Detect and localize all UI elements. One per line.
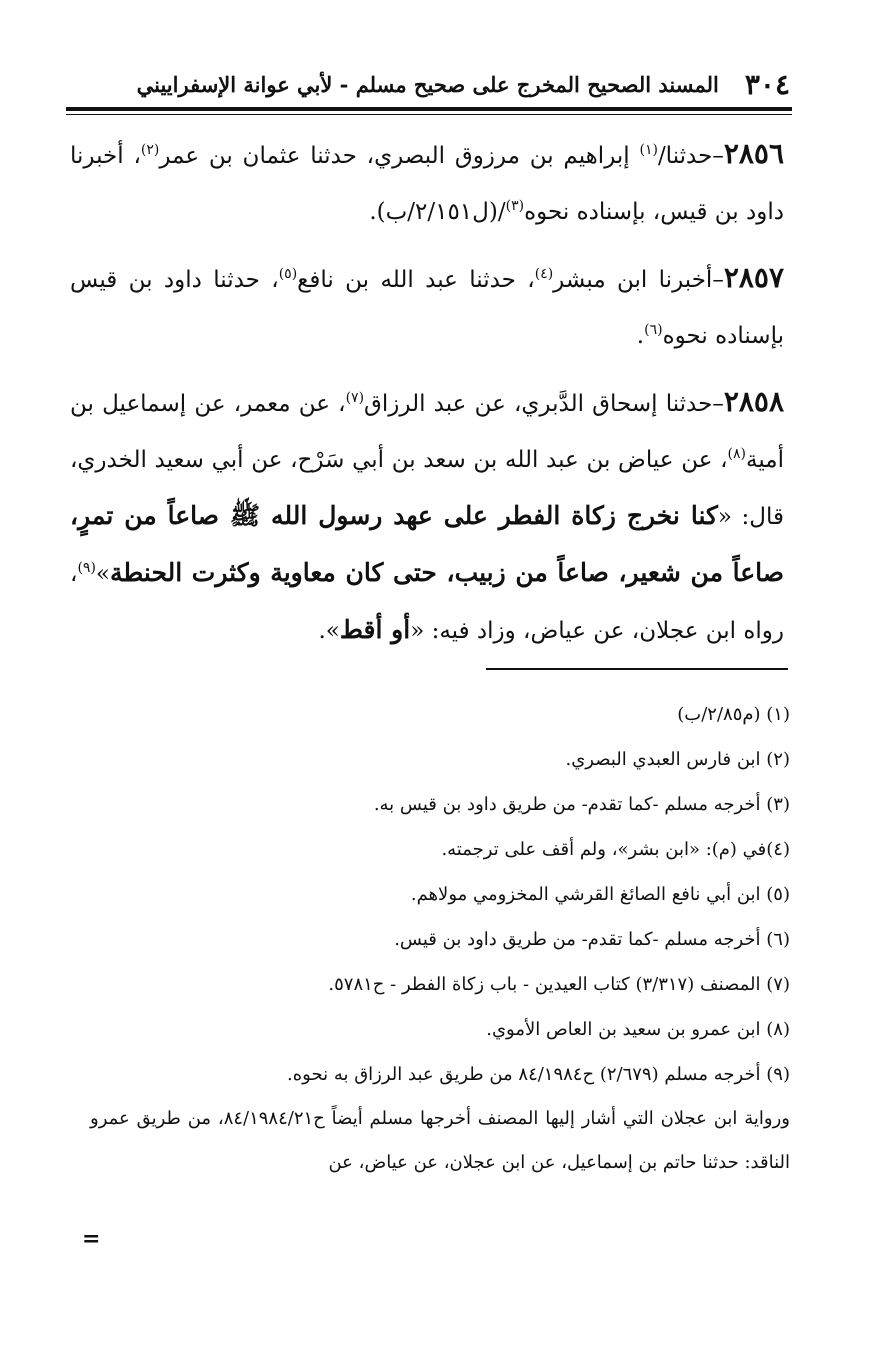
text-run: ، رواه ابن عجلان، عن عياض، وزاد فيه: « bbox=[70, 561, 784, 644]
running-title: المسند الصحيح المخرج على صحيح مسلم - لأبي عوانة الإسفراييني bbox=[136, 71, 719, 97]
hadith-text bbox=[70, 143, 784, 225]
text-run: ، حدثنا داود بن قيس بإسناده نحوه bbox=[70, 267, 784, 349]
header-rule-thin bbox=[66, 114, 792, 115]
continuation-mark: = bbox=[82, 1226, 101, 1252]
footnote-continuation: ورواية ابن عجلان التي أشار إليها المصنف أخرجها مسلم أيضاً ح٨٤/١٩٨٤/٢١، من طريق عمرو الناقد: حدثنا حاتم بن إسماعيل، عن ابن عجلان، عن عياض، عن bbox=[90, 1108, 790, 1173]
footnote-ref: (٩) bbox=[77, 560, 96, 576]
text-run: ، حدثنا عبد الله بن نافع bbox=[297, 267, 535, 293]
text-run: –حدثنا/ bbox=[657, 143, 724, 169]
header-rule-thick bbox=[66, 107, 792, 111]
page-header bbox=[70, 62, 790, 106]
hadith-paragraph bbox=[70, 126, 784, 240]
footnote: (٧) المصنف (٣/٣١٧) كتاب العيدين - باب زكاة الفطر - ح٥٧٨١. bbox=[328, 974, 790, 995]
hadith-text bbox=[70, 391, 784, 644]
footnote-ref: (٢) bbox=[140, 142, 160, 158]
quoted-hadith-text: أو أقط bbox=[339, 615, 411, 644]
text-run: ، عن عياض بن عبد الله بن سعد بن أبي سَرْح، عن أبي سعيد الخدري، قال: « bbox=[70, 447, 784, 530]
main-text bbox=[70, 126, 784, 669]
footnote-ref: (٨) bbox=[727, 446, 747, 462]
footnote-separator bbox=[486, 668, 788, 670]
footnote-ref: (١) bbox=[639, 142, 658, 158]
text-run: –أخبرنا ابن مبشر bbox=[553, 267, 724, 293]
footnote-ref: (٧) bbox=[345, 390, 365, 406]
footnote-ref: (٣) bbox=[505, 198, 525, 214]
footnote: (١) (م٢/٨٥/ب) bbox=[677, 704, 790, 725]
footnote: (٦) أخرجه مسلم -كما تقدم- من طريق داود بن قيس. bbox=[394, 929, 790, 950]
hadith-paragraph bbox=[70, 250, 784, 364]
text-run: إبراهيم بن مرزوق البصري، حدثنا عثمان بن عمر bbox=[159, 143, 640, 169]
hadith-text bbox=[70, 267, 784, 349]
text-run: –حدثنا إسحاق الدَّبري، عن عبد الرزاق bbox=[364, 391, 724, 417]
footnote: (٤)في (م): «ابن بشر»، ولم أقف على ترجمته. bbox=[441, 839, 790, 860]
footnote-ref: (٤) bbox=[534, 266, 554, 282]
text-run: ، أخبرنا داود بن قيس، بإسناده نحوه bbox=[70, 143, 784, 225]
hadith-number: ٢٨٥٧ bbox=[723, 261, 784, 294]
text-run: ، عن معمر، عن إسماعيل بن أمية bbox=[70, 391, 784, 473]
footnote: (٨) ابن عمرو بن سعيد بن العاص الأموي. bbox=[486, 1019, 790, 1040]
hadith-number: ٢٨٥٨ bbox=[723, 385, 784, 418]
text-run: /(ل٢/١٥١/ب). bbox=[369, 199, 506, 225]
text-run: » bbox=[95, 561, 110, 587]
page-number: ٣٠٤ bbox=[744, 67, 790, 101]
footnote: (٣) أخرجه مسلم -كما تقدم- من طريق داود بن قيس به. bbox=[373, 794, 790, 815]
footnote: (٩) أخرجه مسلم (٢/٦٧٩) ح٨٤/١٩٨٤ من طريق عبد الرزاق به نحوه. bbox=[287, 1064, 790, 1085]
quoted-hadith-text: كنا نخرج زكاة الفطر على عهد رسول الله ﷺ صاعاً من تمرٍ، صاعاً من شعير، صاعاً من زبيب، حتى كان معاوية وكثرت الحنطة bbox=[70, 501, 784, 587]
hadith-number: ٢٨٥٦ bbox=[723, 137, 784, 170]
footnote: (٥) ابن أبي نافع الصائغ القرشي المخزومي مولاهم. bbox=[410, 884, 790, 905]
text-run: ». bbox=[318, 618, 340, 644]
footnotes bbox=[90, 692, 790, 1185]
footnote-ref: (٦) bbox=[644, 322, 663, 338]
footnote-ref: (٥) bbox=[278, 266, 298, 282]
hadith-paragraph bbox=[70, 374, 784, 659]
text-run: . bbox=[636, 323, 645, 349]
footnote: (٢) ابن فارس العبدي البصري. bbox=[565, 749, 790, 770]
